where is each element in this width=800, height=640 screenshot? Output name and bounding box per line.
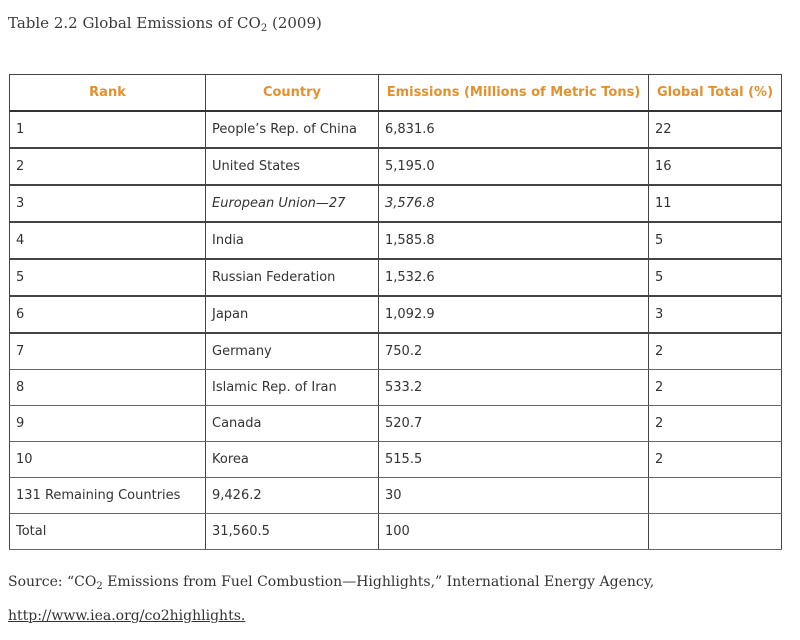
header-rank: Rank xyxy=(10,75,206,112)
cell-rank: 1 xyxy=(10,111,206,148)
table-row xyxy=(10,185,782,222)
cell-rank: 3 xyxy=(10,185,206,222)
source-link-line xyxy=(8,608,245,624)
cell-rank: 2 xyxy=(10,148,206,185)
cell-global-total: 16 xyxy=(649,148,782,185)
table-row xyxy=(10,111,782,148)
cell-emissions: 6,831.6 xyxy=(379,111,649,148)
cell-global-total: 22 xyxy=(649,111,782,148)
cell-global-total: 3 xyxy=(649,296,782,333)
cell-country: 9,426.2 xyxy=(206,478,379,514)
table-row xyxy=(10,442,782,478)
cell-country: United States xyxy=(206,148,379,185)
cell-emissions: 1,532.6 xyxy=(379,259,649,296)
source-prefix: Source: “CO xyxy=(8,574,97,590)
table-row xyxy=(10,259,782,296)
cell-rank: 131 Remaining Countries xyxy=(10,478,206,514)
table-row xyxy=(10,370,782,406)
cell-global-total: 2 xyxy=(649,442,782,478)
cell-country: 31,560.5 xyxy=(206,514,379,550)
cell-emissions: 1,092.9 xyxy=(379,296,649,333)
cell-rank: 9 xyxy=(10,406,206,442)
caption-prefix: Table 2.2 Global Emissions of CO xyxy=(8,14,261,32)
cell-global-total: 11 xyxy=(649,185,782,222)
cell-global-total: 2 xyxy=(649,333,782,370)
cell-emissions: 533.2 xyxy=(379,370,649,406)
table-row xyxy=(10,148,782,185)
cell-country: India xyxy=(206,222,379,259)
cell-emissions: 750.2 xyxy=(379,333,649,370)
table-row xyxy=(10,296,782,333)
cell-rank: Total xyxy=(10,514,206,550)
cell-emissions: 30 xyxy=(379,478,649,514)
table-header-row xyxy=(10,75,782,112)
caption-subscript: 2 xyxy=(260,23,268,34)
cell-emissions: 5,195.0 xyxy=(379,148,649,185)
table-row xyxy=(10,514,782,550)
cell-global-total: 5 xyxy=(649,222,782,259)
cell-global-total xyxy=(649,478,782,514)
cell-country: Japan xyxy=(206,296,379,333)
cell-emissions: 100 xyxy=(379,514,649,550)
source-link[interactable]: http://www.iea.org/co2highlights xyxy=(8,608,241,624)
cell-country: Germany xyxy=(206,333,379,370)
cell-country: Russian Federation xyxy=(206,259,379,296)
table-row xyxy=(10,333,782,370)
cell-rank: 5 xyxy=(10,259,206,296)
cell-rank: 4 xyxy=(10,222,206,259)
table-row xyxy=(10,222,782,259)
emissions-table xyxy=(9,74,782,550)
cell-country: People’s Rep. of China xyxy=(206,111,379,148)
cell-global-total: 5 xyxy=(649,259,782,296)
cell-rank: 7 xyxy=(10,333,206,370)
header-country: Country xyxy=(206,75,379,112)
table-row xyxy=(10,478,782,514)
cell-rank: 6 xyxy=(10,296,206,333)
source-subscript: 2 xyxy=(96,581,103,592)
caption-suffix: (2009) xyxy=(267,14,322,32)
cell-country: Korea xyxy=(206,442,379,478)
cell-global-total: 2 xyxy=(649,370,782,406)
cell-emissions: 3,576.8 xyxy=(379,185,649,222)
table-caption xyxy=(8,14,322,34)
cell-country: European Union—27 xyxy=(206,185,379,222)
cell-rank: 8 xyxy=(10,370,206,406)
table-row xyxy=(10,406,782,442)
cell-emissions: 1,585.8 xyxy=(379,222,649,259)
header-emissions: Emissions (Millions of Metric Tons) xyxy=(379,75,649,112)
source-suffix: Emissions from Fuel Combustion—Highlights,” International Energy Agency, xyxy=(102,574,655,590)
source-note xyxy=(8,574,654,592)
cell-global-total: 2 xyxy=(649,406,782,442)
cell-country: Canada xyxy=(206,406,379,442)
cell-emissions: 520.7 xyxy=(379,406,649,442)
header-global-total: Global Total (%) xyxy=(649,75,782,112)
source-link-suffix: . xyxy=(240,608,246,624)
cell-rank: 10 xyxy=(10,442,206,478)
cell-emissions: 515.5 xyxy=(379,442,649,478)
cell-global-total xyxy=(649,514,782,550)
cell-country: Islamic Rep. of Iran xyxy=(206,370,379,406)
